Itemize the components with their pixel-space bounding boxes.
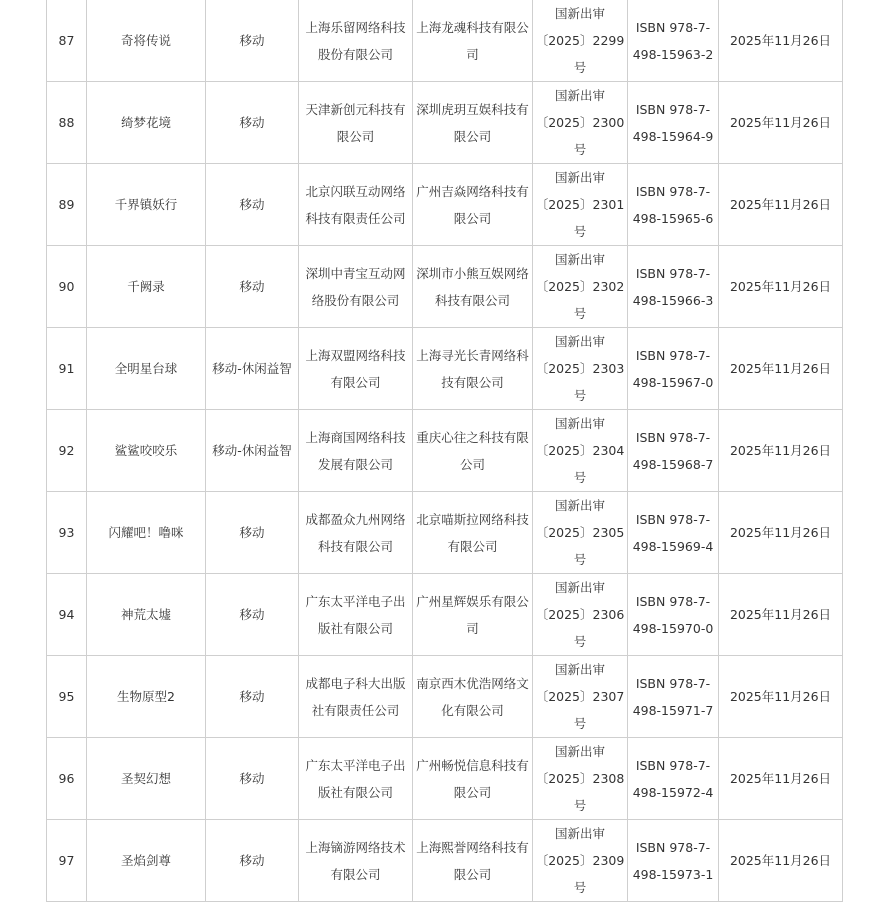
table-row (47, 246, 843, 328)
cell-publisher-line: 成都盈众九州网络 (305, 511, 406, 527)
cell-operator-line: 广州畅悦信息科技有 (416, 757, 529, 773)
cell-publisher (299, 328, 413, 410)
cell-approval-number (533, 328, 628, 410)
cell-publisher (299, 410, 413, 492)
cell-isbn-line: ISBN 978-7- (635, 101, 711, 117)
cell-publisher-line: 限公司 (336, 128, 375, 144)
approval-table (46, 0, 843, 902)
cell-isbn (628, 574, 719, 656)
cell-isbn-line: ISBN 978-7- (635, 429, 711, 445)
cell-operator-line: 深圳市小熊互娱网络 (416, 265, 529, 281)
table-row (47, 410, 843, 492)
cell-operator-line: 北京喵斯拉网络科技 (416, 511, 529, 527)
cell-game-name: 绮梦花境 (87, 82, 206, 164)
cell-operator (413, 410, 533, 492)
cell-publisher (299, 82, 413, 164)
cell-operator-line: 司 (466, 620, 479, 636)
cell-isbn (628, 656, 719, 738)
cell-publisher-line: 发展有限公司 (317, 456, 393, 472)
cell-isbn-line: 498-15965-6 (632, 210, 714, 226)
cell-isbn-line: 498-15972-4 (632, 784, 714, 800)
table-row (47, 574, 843, 656)
cell-operator-line: 上海寻光长青网络科 (416, 347, 529, 363)
cell-approval-number-line: 〔2025〕2304 (535, 443, 625, 458)
cell-isbn-line: ISBN 978-7- (635, 511, 711, 527)
cell-isbn-line: ISBN 978-7- (635, 347, 711, 363)
cell-publisher-line: 上海商国网络科技 (305, 429, 406, 445)
cell-publisher-line: 上海乐留网络科技 (305, 19, 406, 35)
cell-approval-number-line: 〔2025〕2307 (535, 689, 625, 704)
cell-publisher-line: 广东太平洋电子出 (305, 757, 406, 773)
cell-publisher (299, 492, 413, 574)
table-row (47, 164, 843, 246)
cell-game-name: 奇将传说 (87, 0, 206, 82)
cell-approval-number-line: 国新出审 (554, 826, 605, 841)
table-body (47, 0, 843, 902)
cell-approval-number-line: 号 (573, 716, 587, 731)
cell-isbn (628, 82, 719, 164)
cell-approval-date: 2025年11月26日 (719, 574, 843, 656)
cell-category: 移动-休闲益智 (206, 410, 299, 492)
cell-isbn (628, 492, 719, 574)
cell-approval-number-line: 〔2025〕2308 (535, 771, 625, 786)
cell-approval-number-line: 〔2025〕2303 (535, 361, 625, 376)
cell-approval-number-line: 〔2025〕2309 (535, 853, 625, 868)
cell-publisher-line: 股份有限公司 (317, 46, 393, 62)
cell-publisher (299, 574, 413, 656)
cell-number: 89 (47, 164, 87, 246)
cell-isbn (628, 0, 719, 82)
cell-isbn-line: 498-15970-0 (632, 620, 714, 636)
cell-approval-number (533, 82, 628, 164)
cell-isbn-line: ISBN 978-7- (635, 183, 711, 199)
cell-isbn-line: 498-15967-0 (632, 374, 714, 390)
cell-isbn-line: 498-15969-4 (632, 538, 714, 554)
cell-isbn (628, 164, 719, 246)
cell-publisher-line: 社有限责任公司 (311, 702, 400, 718)
cell-approval-number (533, 246, 628, 328)
cell-operator-line: 上海龙魂科技有限公 (416, 19, 529, 35)
cell-operator (413, 246, 533, 328)
cell-publisher-line: 有限公司 (330, 374, 381, 390)
cell-approval-number (533, 574, 628, 656)
cell-operator-line: 限公司 (453, 866, 492, 882)
cell-approval-number-line: 国新出审 (554, 6, 605, 21)
cell-operator-line: 化有限公司 (441, 702, 504, 718)
cell-operator-line: 限公司 (453, 210, 492, 226)
cell-game-name: 神荒太墟 (87, 574, 206, 656)
cell-approval-number-line: 号 (573, 224, 587, 239)
cell-approval-date: 2025年11月26日 (719, 246, 843, 328)
table-row (47, 0, 843, 82)
cell-operator-line: 重庆心往之科技有限 (416, 429, 529, 445)
cell-operator-line: 广州吉焱网络科技有 (416, 183, 529, 199)
cell-isbn-line: ISBN 978-7- (635, 19, 711, 35)
cell-operator-line: 深圳虎玥互娱科技有 (416, 101, 529, 117)
cell-isbn-line: 498-15971-7 (632, 702, 714, 718)
cell-isbn (628, 410, 719, 492)
cell-approval-date: 2025年11月26日 (719, 328, 843, 410)
cell-approval-number-line: 国新出审 (554, 170, 605, 185)
cell-approval-number (533, 656, 628, 738)
cell-operator (413, 820, 533, 902)
cell-approval-number-line: 国新出审 (554, 252, 605, 267)
cell-approval-date: 2025年11月26日 (719, 0, 843, 82)
table-row (47, 820, 843, 902)
cell-category: 移动 (206, 738, 299, 820)
cell-approval-date: 2025年11月26日 (719, 656, 843, 738)
cell-number: 90 (47, 246, 87, 328)
cell-operator-line: 公司 (459, 456, 485, 472)
cell-isbn-line: ISBN 978-7- (635, 675, 711, 691)
cell-approval-number-line: 号 (573, 388, 587, 403)
cell-isbn-line: ISBN 978-7- (635, 757, 711, 773)
table-row (47, 492, 843, 574)
cell-approval-number-line: 国新出审 (554, 88, 605, 103)
cell-number: 94 (47, 574, 87, 656)
cell-operator (413, 82, 533, 164)
cell-game-name: 千界镇妖行 (87, 164, 206, 246)
cell-approval-number-line: 〔2025〕2299 (535, 33, 625, 48)
cell-game-name: 生物原型2 (87, 656, 206, 738)
cell-operator (413, 574, 533, 656)
cell-publisher (299, 820, 413, 902)
cell-isbn-line: 498-15968-7 (632, 456, 714, 472)
cell-operator (413, 492, 533, 574)
cell-number: 93 (47, 492, 87, 574)
cell-isbn (628, 328, 719, 410)
cell-approval-number (533, 164, 628, 246)
cell-approval-number-line: 国新出审 (554, 580, 605, 595)
cell-operator-line: 技有限公司 (441, 374, 504, 390)
cell-approval-date: 2025年11月26日 (719, 820, 843, 902)
cell-game-name: 圣契幻想 (87, 738, 206, 820)
cell-approval-number-line: 〔2025〕2302 (535, 279, 625, 294)
cell-isbn-line: ISBN 978-7- (635, 593, 711, 609)
cell-category: 移动 (206, 164, 299, 246)
cell-publisher (299, 656, 413, 738)
table-row (47, 738, 843, 820)
cell-approval-number-line: 〔2025〕2300 (535, 115, 625, 130)
cell-operator-line: 广州星辉娱乐有限公 (416, 593, 529, 609)
cell-approval-number (533, 0, 628, 82)
cell-game-name: 闪耀吧！噜咪 (87, 492, 206, 574)
cell-approval-number (533, 820, 628, 902)
cell-approval-number-line: 国新出审 (554, 334, 605, 349)
cell-approval-number-line: 号 (573, 798, 587, 813)
cell-number: 96 (47, 738, 87, 820)
cell-approval-number-line: 国新出审 (554, 662, 605, 677)
cell-publisher (299, 0, 413, 82)
cell-isbn-line: 498-15966-3 (632, 292, 714, 308)
cell-approval-number (533, 410, 628, 492)
cell-approval-date: 2025年11月26日 (719, 492, 843, 574)
cell-publisher-line: 天津新创元科技有 (305, 101, 406, 117)
cell-operator-line: 有限公司 (447, 538, 498, 554)
cell-operator-line: 司 (466, 46, 479, 62)
cell-game-name: 全明星台球 (87, 328, 206, 410)
cell-isbn-line: 498-15963-2 (632, 46, 714, 62)
cell-publisher (299, 246, 413, 328)
cell-isbn-line: ISBN 978-7- (635, 839, 711, 855)
cell-isbn (628, 738, 719, 820)
cell-category: 移动 (206, 820, 299, 902)
cell-number: 97 (47, 820, 87, 902)
cell-approval-number-line: 国新出审 (554, 498, 605, 513)
cell-isbn-line: 498-15964-9 (632, 128, 714, 144)
cell-category: 移动 (206, 492, 299, 574)
cell-approval-number-line: 〔2025〕2305 (535, 525, 625, 540)
cell-publisher-line: 版社有限公司 (317, 784, 393, 800)
cell-approval-number-line: 号 (573, 634, 587, 649)
cell-operator (413, 328, 533, 410)
cell-publisher-line: 络股份有限公司 (311, 292, 400, 308)
cell-publisher-line: 上海镝游网络技术 (305, 839, 406, 855)
cell-category: 移动 (206, 574, 299, 656)
cell-publisher (299, 164, 413, 246)
cell-operator (413, 0, 533, 82)
cell-number: 91 (47, 328, 87, 410)
cell-publisher-line: 北京闪联互动网络 (305, 183, 406, 199)
cell-category: 移动 (206, 82, 299, 164)
cell-isbn (628, 246, 719, 328)
cell-category: 移动-休闲益智 (206, 328, 299, 410)
cell-approval-number-line: 国新出审 (554, 416, 605, 431)
cell-operator-line: 限公司 (453, 784, 492, 800)
cell-operator-line: 科技有限公司 (434, 292, 510, 308)
table-row (47, 328, 843, 410)
cell-isbn (628, 820, 719, 902)
table-row (47, 82, 843, 164)
table-row (47, 656, 843, 738)
cell-publisher (299, 738, 413, 820)
cell-category: 移动 (206, 246, 299, 328)
cell-publisher-line: 科技有限公司 (317, 538, 393, 554)
cell-publisher-line: 有限公司 (330, 866, 381, 882)
cell-approval-number-line: 国新出审 (554, 744, 605, 759)
cell-approval-number-line: 〔2025〕2301 (535, 197, 625, 212)
cell-number: 92 (47, 410, 87, 492)
cell-approval-number-line: 号 (573, 552, 587, 567)
cell-approval-number (533, 492, 628, 574)
cell-approval-number-line: 号 (573, 306, 587, 321)
cell-approval-date: 2025年11月26日 (719, 410, 843, 492)
cell-operator (413, 656, 533, 738)
cell-operator (413, 738, 533, 820)
cell-approval-date: 2025年11月26日 (719, 738, 843, 820)
cell-approval-number-line: 号 (573, 470, 587, 485)
cell-category: 移动 (206, 656, 299, 738)
cell-publisher-line: 广东太平洋电子出 (305, 593, 406, 609)
cell-number: 87 (47, 0, 87, 82)
cell-approval-number-line: 〔2025〕2306 (535, 607, 625, 622)
cell-game-name: 圣焰剑尊 (87, 820, 206, 902)
cell-operator-line: 上海熙誉网络科技有 (416, 839, 529, 855)
cell-publisher-line: 深圳中青宝互动网 (305, 265, 406, 281)
cell-number: 95 (47, 656, 87, 738)
cell-operator-line: 南京西木优浩网络文 (416, 675, 529, 691)
cell-operator (413, 164, 533, 246)
cell-approval-number-line: 号 (573, 60, 587, 75)
cell-publisher-line: 上海双盟网络科技 (305, 347, 406, 363)
cell-approval-number-line: 号 (573, 142, 587, 157)
cell-number: 88 (47, 82, 87, 164)
cell-isbn-line: ISBN 978-7- (635, 265, 711, 281)
cell-approval-number-line: 号 (573, 880, 587, 895)
cell-game-name: 千阙录 (87, 246, 206, 328)
cell-operator-line: 限公司 (453, 128, 492, 144)
cell-approval-date: 2025年11月26日 (719, 164, 843, 246)
cell-publisher-line: 成都电子科大出版 (305, 675, 406, 691)
cell-publisher-line: 版社有限公司 (317, 620, 393, 636)
cell-approval-number (533, 738, 628, 820)
cell-approval-date: 2025年11月26日 (719, 82, 843, 164)
cell-isbn-line: 498-15973-1 (632, 866, 714, 882)
cell-game-name: 鲨鲨咬咬乐 (87, 410, 206, 492)
cell-publisher-line: 科技有限责任公司 (305, 210, 406, 226)
cell-category: 移动 (206, 0, 299, 82)
